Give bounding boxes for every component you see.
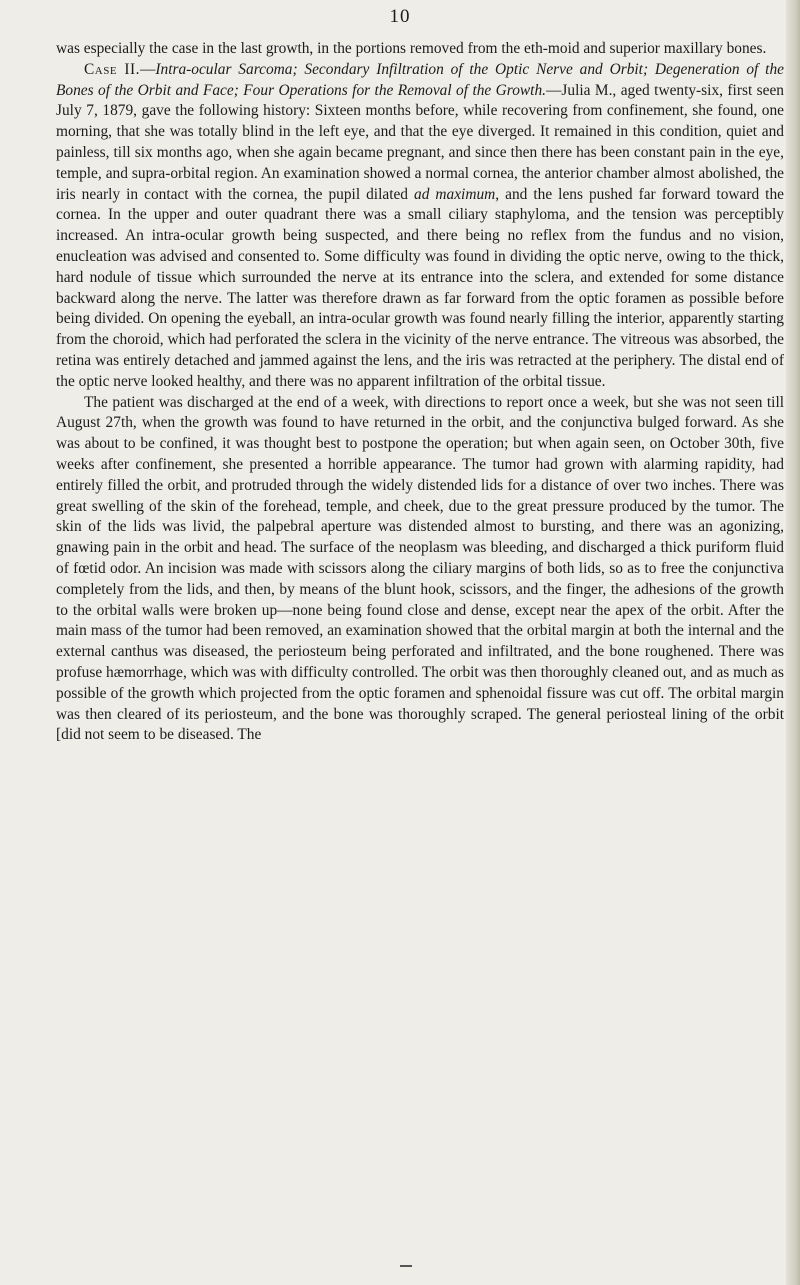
paragraph-second-operation: The patient was discharged at the end of a week, with directions to report once a week, but she was not seen till August 27th, when the growth was found to have returned in the orbit, and the conjunctiva bulged forward. As she was about to be confined, it was thought best to postpone the operation; but when again seen, on October 30th, five weeks after confinement, she presented a horrible appearance. The tumor had grown with alarming rapidity, had entirely filled the orbit, and protruded through the widely distended lids for a distance of over two inches. There was great swelling of the skin of the forehead, temple, and cheek, due to the great pressure produced by the tumor. The skin of the lids was livid, the palpebral aperture was distended almost to bursting, and there was an agonizing, gnawing pain in the orbit and head. The surface of the neoplasm was bleeding, and discharged a thick puriform fluid of fœtid odor. An incision was made with scissors along the ciliary margins of both lids, so as to free the conjunctiva completely from the lids, and then, by means of the blunt hook, scissors, and the finger, the adhesions of the growth to the orbital walls were broken up—none being found close and dense, except near the apex of the orbit. After the main mass of the tumor had been removed, an examination showed that the orbital margin at both the internal and the external canthus was diseased, the periosteum being perforated and infiltrated, and the bone roughened. There was profuse hæmorrhage, which was with difficulty controlled. The orbit was then thoroughly cleaned out, and as much as possible of the growth which projected from the optic foramen and sphenoidal fissure was cut off. The orbital margin was then cleared of its periosteum, and the bone was thoroughly scraped. The general periosteal lining of the orbit [did not seem to be diseased. The bbox=[56, 393, 784, 744]
paragraph-case-ii bbox=[56, 60, 784, 393]
footer-mark bbox=[400, 1265, 412, 1267]
page-edge-shadow bbox=[786, 0, 800, 1285]
case-title: Intra-ocular Sarcoma; Secondary Infiltration of the Optic Nerve and Orbit; Degeneration of the Bones of the Orbit and Face; Four Operations for the Removal of the Growth. bbox=[56, 60, 784, 99]
case-body: —Julia M., aged twenty-six, first seen July 7, 1879, gave the following history: Sixteen months before, while recovering from confinement, she found, one morning, that she was totally blind in the left eye, and that the eye diverged. It remained in this condition, quiet and painless, till six months ago, when she again became pregnant, and since then there has been constant pain in the eye, temple, and supra-orbital region. An examination showed a normal cornea, the anterior chamber almost abolished, the iris nearly in contact with the cornea, the pupil dilated bbox=[56, 81, 784, 203]
page-number: 10 bbox=[389, 6, 411, 27]
footer-mark-text bbox=[400, 1262, 401, 1263]
case-label: Case II. bbox=[84, 60, 140, 78]
paragraph-continuation: was especially the case in the last growth, in the portions removed from the eth-moid and superior maxillary bones. bbox=[56, 40, 767, 57]
case-italic-phrase: ad maximum bbox=[414, 185, 496, 203]
case-dash: — bbox=[139, 60, 156, 78]
case-body-continued: , and the lens pushed far forward toward the cornea. In the upper and outer quadrant there was a small ciliary staphyloma, and the tension was perceptibly increased. An intra-ocular growth being suspected, and there being no reflex from the fundus and no vision, enucleation was advised and consented to. Some difficulty was found in dividing the optic nerve, owing to the thick, hard nodule of tissue which surrounded the nerve at its entrance into the sclera, and extended for some distance backward along the nerve. The latter was therefore drawn as far forward from the optic foramen as possible before being divided. On opening the eyeball, an intra-ocular growth was found nearly filling the interior, apparently starting from the choroid, which had perforated the sclera in the vicinity of the nerve entrance. The vitreous was absorbed, the retina was entirely detached and jammed against the lens, and the iris was retracted at the periphery. The distal end of the optic nerve looked healthy, and there was no apparent infiltration of the orbital tissue. bbox=[56, 185, 784, 390]
body-text bbox=[56, 39, 784, 746]
